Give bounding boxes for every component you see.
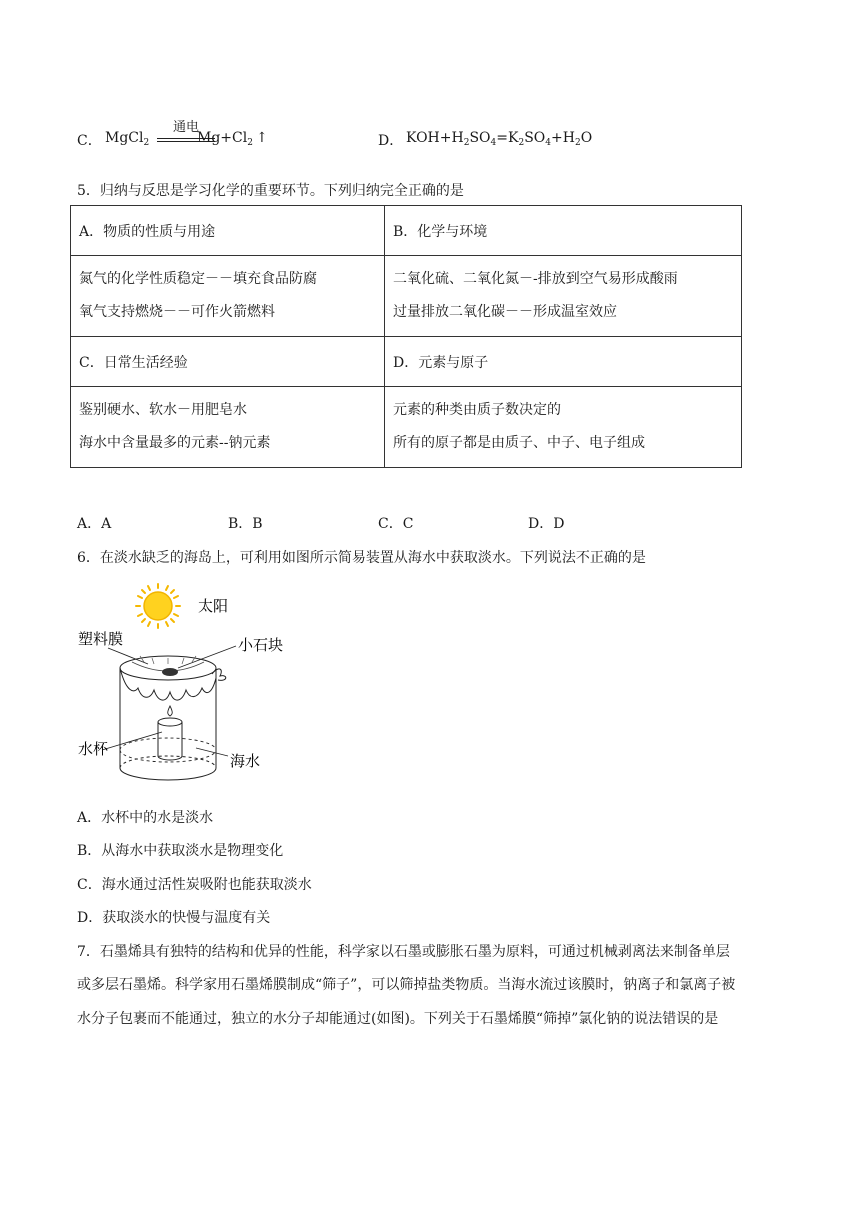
equation: $KOH+H_2SO_4=K_2SO_4+H_2O$ [406,130,593,148]
label-film: 塑料膜 [78,630,124,648]
q5-option-c[interactable]: C．C [378,516,414,532]
cell-c-head: C．日常生活经验 [71,337,385,387]
cell-a-body: 氮气的化学性质稳定－－填充食品防腐 氧气支持燃烧－－可作火箭燃料 [71,256,385,337]
cell-a-head: A．物质的性质与用途 [71,206,385,256]
q6-option-c[interactable]: C．海水通过活性炭吸附也能获取淡水 [77,877,312,893]
q4-option-c [77,120,377,154]
equation-lhs: MgCl$_2$ [105,130,150,148]
cell-d-head: D．元素与原子 [385,337,742,387]
electrolysis-condition: 通电 [157,116,215,135]
option-label: D． [378,133,404,149]
cell-b-head: B．化学与环境 [385,206,742,256]
q5-option-d[interactable]: D．D [528,516,565,532]
q6-option-d[interactable]: D．获取淡水的快慢与温度有关 [77,910,271,926]
gas-arrow-icon: ↑ [255,130,268,146]
q4-option-d [378,124,698,154]
cell-c-body: 鉴别硬水、软水－用肥皂水 海水中含量最多的元素--钠元素 [71,387,385,468]
q6-stem: 6．在淡水缺乏的海岛上，可利用如图所示简易装置从海水中获取淡水。下列说法不正确的是 [77,550,646,566]
q7-text-line-1: 7．石墨烯具有独特的结构和优异的性能，科学家以石墨或膨胀石墨为原料，可通过机械剥离法来制备单层 [77,944,730,960]
q5-option-a[interactable]: A．A [77,516,112,532]
q7-text-line-2: 或多层石墨烯。科学家用石墨烯膜制成“筛子”，可以筛掉盐类物质。当海水流过该膜时，钠离子和氯离子被 [77,977,736,993]
q7-text-line-3: 水分子包裹而不能通过，独立的水分子却能通过(如图)。下列关于石墨烯膜“筛掉”氯化钠的说法错误的是 [77,1011,719,1027]
cell-b-body: 二氧化硫、二氧化氮－-排放到空气易形成酸雨 过量排放二氧化碳－－形成温室效应 [385,256,742,337]
cell-d-body: 元素的种类由质子数决定的 所有的原子都是由质子、中子、电子组成 [385,387,742,468]
solar-still-figure [78,582,318,790]
q6-option-a[interactable]: A．水杯中的水是淡水 [77,810,214,826]
q6-option-b[interactable]: B．从海水中获取淡水是物理变化 [77,843,284,859]
q5-stem: 5．归纳与反思是学习化学的重要环节。下列归纳完全正确的是 [77,183,464,199]
label-cup: 水杯 [78,740,109,758]
q5-table [70,205,742,468]
label-stone: 小石块 [238,636,284,654]
solar-still-diagram [78,582,318,790]
equation-rhs: $Mg+Cl_2$ ↑ [197,130,268,148]
stone-icon [162,668,178,676]
label-sun: 太阳 [198,597,229,615]
label-seawater: 海水 [230,752,261,770]
option-label: C． [77,133,102,149]
q5-option-b[interactable]: B．B [228,516,263,532]
sun-icon [136,584,180,628]
